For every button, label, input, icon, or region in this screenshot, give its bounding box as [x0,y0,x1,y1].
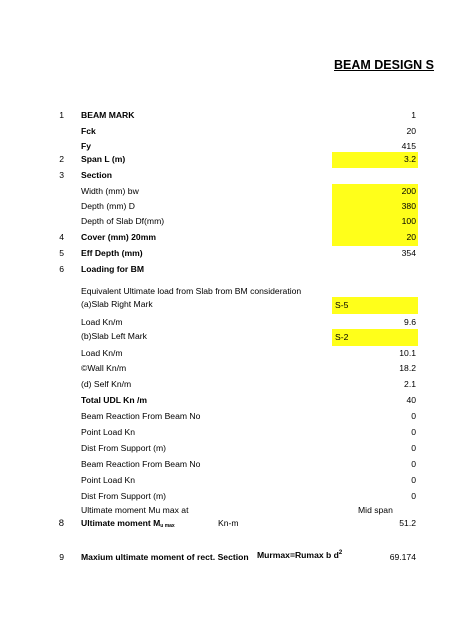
row-slab-right [0,297,474,313]
slab-mark[interactable]: S-2 [335,332,349,342]
row-label: Dist From Support (m) [81,491,166,501]
row-ultimate-moment [0,516,474,532]
row-label: Width (mm) bw [81,186,139,196]
moment-unit: Kn-m [218,518,239,528]
row-label: Beam Reaction From Beam No [81,411,201,421]
row-value[interactable]: 3.2 [404,154,416,164]
row-beam-mark [0,108,474,124]
row-label: Equivalent Ultimate load from Slab from BM consideration [81,286,302,296]
row-self [0,377,474,393]
row-value[interactable]: 20 [406,232,416,242]
row-value[interactable]: 51.2 [399,518,416,528]
row-value[interactable]: 1 [411,110,416,120]
formula-main: Murmax=Rumax b d [257,550,339,560]
row-label: Maxium ultimate moment of rect. Section [81,552,249,562]
row-label: BEAM MARK [81,110,135,120]
row-value[interactable]: 354 [401,248,416,258]
row-label: Point Load Kn [81,427,135,437]
row-value[interactable]: 9.6 [404,317,416,327]
row-number: 5 [59,248,64,258]
row-number: 9 [59,552,64,562]
row-cover [0,230,474,246]
row-value[interactable]: 2.1 [404,379,416,389]
row-label: Loading for BM [81,264,145,274]
row-value[interactable]: 0 [411,491,416,501]
row-label: Eff Depth (mm) [81,248,143,258]
row-loading [0,262,474,278]
row-label: Load Kn/m [81,348,123,358]
row-label [81,518,175,529]
highlight-cell [332,230,418,246]
row-number: 1 [59,110,64,120]
row-max-ultimate-moment [0,550,474,566]
row-slab-depth [0,214,474,230]
row-number: 2 [59,154,64,164]
row-fck [0,124,474,140]
row-number: 6 [59,264,64,274]
row-label: ©Wall Kn/m [81,363,127,373]
row-beam-reaction-1 [0,409,474,425]
row-number: 3 [59,170,64,180]
row-span [0,152,474,168]
row-label: Load Kn/m [81,317,123,327]
sheet-title: BEAM DESIGN S [334,58,435,72]
row-label: Fck [81,126,96,136]
row-point-load-1 [0,425,474,441]
row-label: Beam Reaction From Beam No [81,459,201,469]
row-value[interactable]: 415 [401,141,416,151]
row-section [0,168,474,184]
row-eff-depth [0,246,474,262]
row-label: Point Load Kn [81,475,135,485]
row-value[interactable]: 100 [401,216,416,226]
row-value[interactable]: 0 [411,427,416,437]
row-value[interactable]: 380 [401,201,416,211]
row-value[interactable]: 40 [406,395,416,405]
row-value[interactable]: 0 [411,459,416,469]
row-value[interactable]: 69.174 [389,552,416,562]
row-label: (d) Self Kn/m [81,379,132,389]
row-beam-reaction-2 [0,457,474,473]
row-label: Ultimate moment Mu max at [81,505,189,515]
row-value[interactable]: 200 [401,186,416,196]
row-label: (a)Slab Right Mark [81,299,153,309]
row-value[interactable]: 0 [411,443,416,453]
moment-label: Ultimate moment M [81,518,161,528]
slab-mark[interactable]: S-5 [335,300,349,310]
row-total-udl [0,393,474,409]
row-label: Section [81,170,113,180]
row-value[interactable]: 0 [411,475,416,485]
row-value[interactable]: 0 [411,411,416,421]
row-label: Span L (m) [81,154,126,164]
moment-subscript: u max [160,523,175,529]
row-wall [0,361,474,377]
row-point-load-2 [0,473,474,489]
row-value[interactable]: 10.1 [399,348,416,358]
row-dist-support-1 [0,441,474,457]
row-width [0,184,474,200]
row-value[interactable]: 18.2 [399,363,416,373]
row-depth [0,199,474,215]
row-label: Total UDL Kn /m [81,395,148,405]
row-label: Fy [81,141,92,151]
row-label: Depth of Slab Df(mm) [81,216,165,226]
row-label: Cover (mm) 20mm [81,232,156,242]
row-value[interactable]: 20 [406,126,416,136]
row-load-left [0,346,474,362]
row-label: Dist From Support (m) [81,443,166,453]
row-slab-left [0,329,474,345]
row-number: 4 [59,232,64,242]
formula-superscript: 2 [338,550,343,556]
row-label: Depth (mm) D [81,201,135,211]
formula-text [257,550,342,560]
mid-span-text: Mid span [358,505,393,515]
row-number: 8 [58,518,64,529]
row-label: (b)Slab Left Mark [81,331,147,341]
